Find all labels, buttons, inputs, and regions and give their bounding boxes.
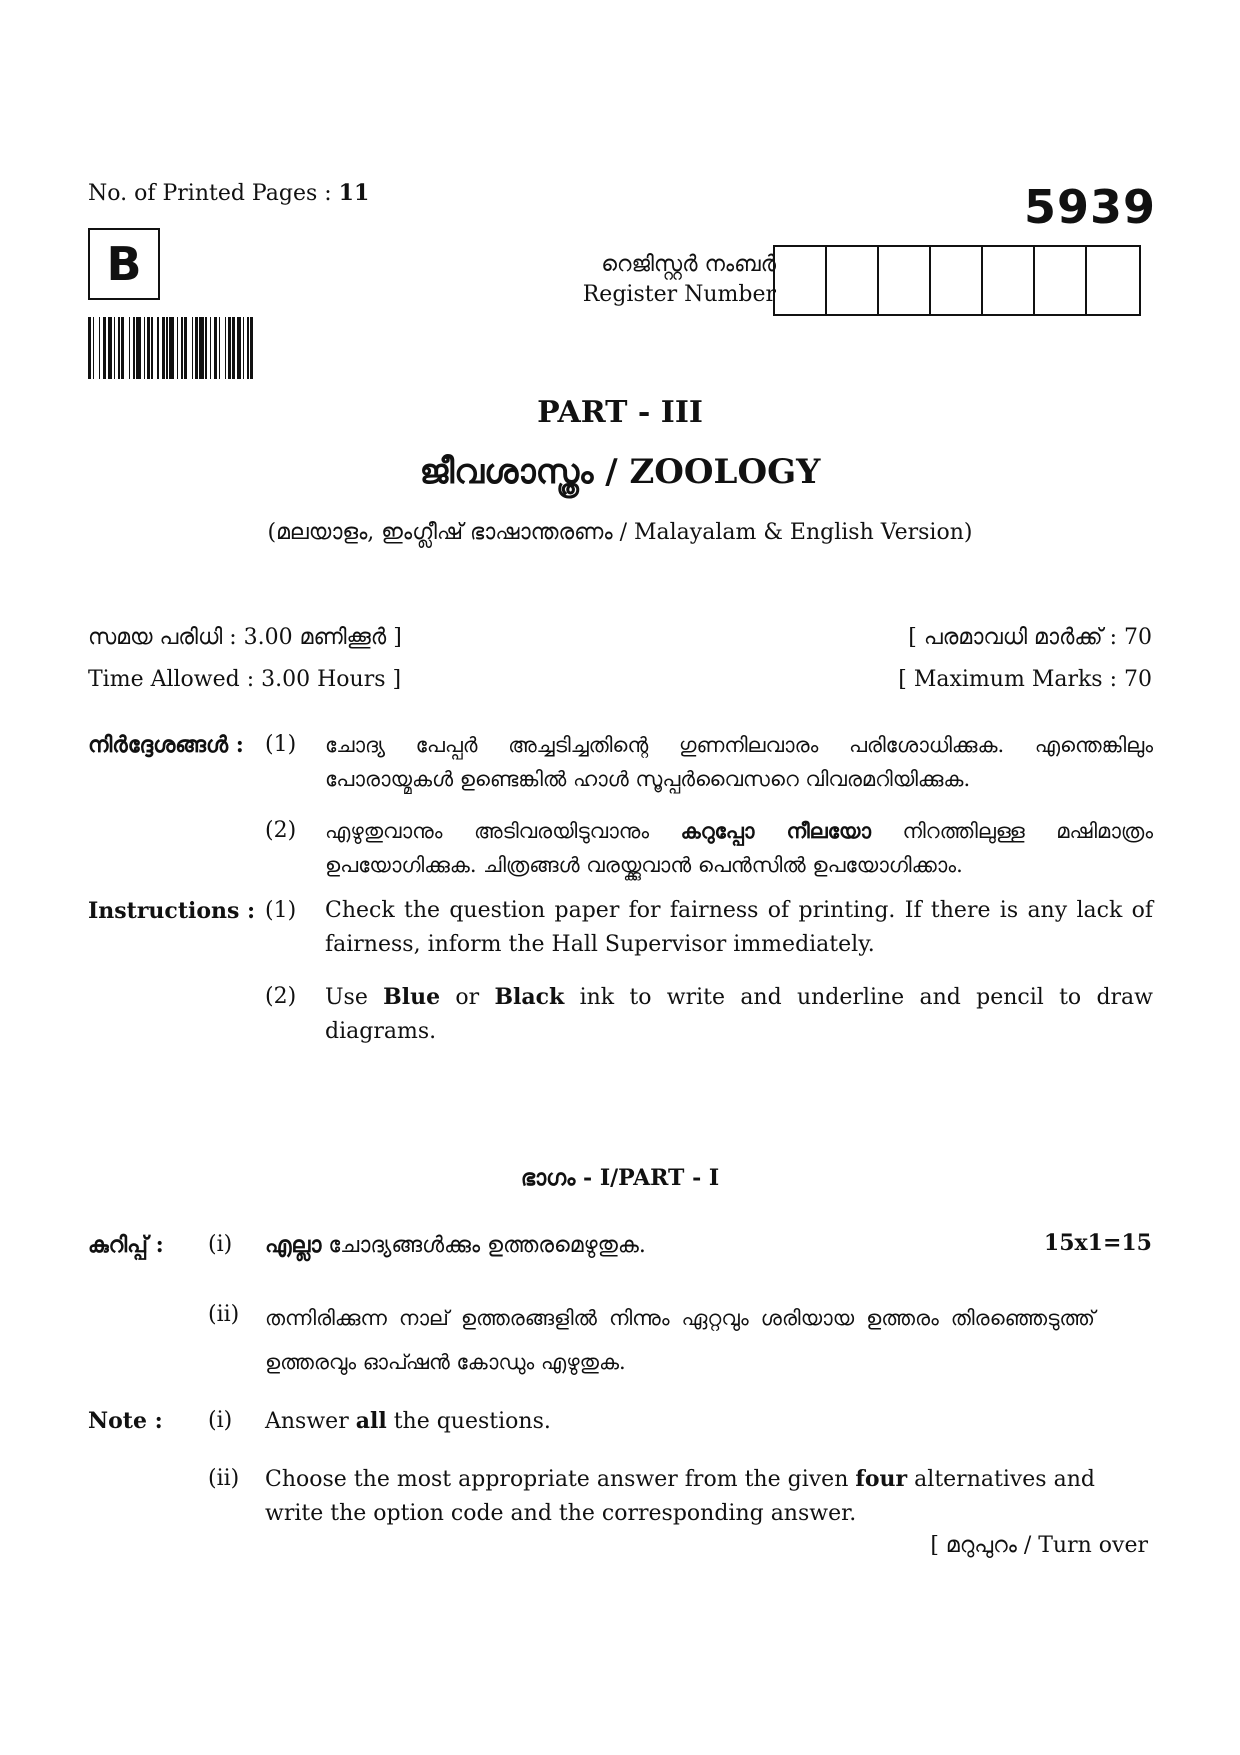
register-digit-box[interactable] (1087, 247, 1139, 314)
instruction-text: നിറത്തിലുള്ള മഷിമാത്രം ഉപയോഗിക്കുക. ചിത്രങ്ങൾ വരയ്ക്കുവാൻ പെൻസിൽ ഉപയോഗിക്കാം. (325, 819, 1153, 877)
barcode-icon (88, 317, 290, 379)
note-en-2 (265, 1462, 1095, 1531)
instruction-text: Use (325, 985, 384, 1010)
turn-over: [ മറുപുറം / Turn over (930, 1533, 1148, 1558)
note-en-1 (265, 1404, 1095, 1439)
part1-heading: ഭാഗം - I/PART - I (520, 1165, 720, 1191)
note-number: (i) (208, 1408, 233, 1433)
max-marks-ml: [ പരമാവധി മാർക്ക് : 70 (908, 625, 1152, 650)
version-line: (മലയാളം, ഇംഗ്ലീഷ് ഭാഷാന്തരണം / Malayalam & English Version) (267, 520, 973, 545)
note-text: alternatives and write the option code and the corresponding answer. (265, 1467, 1095, 1526)
printed-pages-label: No. of Printed Pages : (88, 181, 332, 206)
note-ml-1 (265, 1228, 965, 1263)
register-digit-box[interactable] (931, 247, 983, 314)
time-allowed-en: Time Allowed : 3.00 Hours ] (88, 667, 402, 692)
instruction-emphasis: Blue (383, 984, 441, 1010)
register-label-en: Register Number (582, 282, 776, 307)
register-number-boxes[interactable] (773, 245, 1141, 316)
paper-code: 5939 (1023, 180, 1156, 234)
max-marks-en: [ Maximum Marks : 70 (898, 667, 1152, 692)
instruction-number: (2) (265, 818, 297, 843)
instructions-en-label: Instructions : (88, 898, 256, 924)
register-digit-box[interactable] (827, 247, 879, 314)
printed-pages-value: 11 (338, 180, 370, 206)
instruction-number: (1) (265, 898, 297, 923)
note-emphasis: എല്ലാ (265, 1232, 322, 1258)
register-label (583, 250, 776, 310)
note-emphasis: four (855, 1466, 908, 1492)
instructions-ml-label: നിർദ്ദേശങ്ങൾ : (88, 732, 244, 758)
note-text: the questions. (386, 1409, 551, 1434)
printed-pages-line (88, 180, 369, 206)
note-text: Answer (265, 1409, 356, 1434)
instruction-emphasis: കറുപ്പോ നീലയോ (680, 818, 871, 843)
note-number: (ii) (208, 1466, 240, 1491)
note-emphasis: all (355, 1408, 387, 1434)
marks-formula: 15x1=15 (1043, 1230, 1152, 1256)
instruction-ml-1: ചോദ്യ പേപ്പർ അച്ചടിച്ചതിന്റെ ഗുണനിലവാരം പരിശോധിക്കുക. എന്തെങ്കിലും പോരായ്മകൾ ഉണ്ടെങ്കിൽ ഹാൾ സൂപ്പർവൈസറെ വിവരമറിയിക്കുക. (325, 733, 1153, 791)
register-digit-box[interactable] (879, 247, 931, 314)
register-digit-box[interactable] (983, 247, 1035, 314)
register-digit-box[interactable] (1035, 247, 1087, 314)
register-label-ml: റെജിസ്റ്റർ നംബർ (601, 252, 776, 277)
instruction-text: ink to write and underline and pencil to draw diagrams. (325, 985, 1154, 1044)
version-box: B (88, 228, 160, 300)
instruction-ml-2 (325, 814, 1153, 882)
instruction-en-1: Check the question paper for fairness of printing. If there is any lack of fairness, inform the Hall Supervisor immediately. (325, 898, 1153, 957)
note-number: (ii) (208, 1302, 240, 1327)
note-number: (i) (208, 1232, 233, 1257)
instruction-emphasis: Black (494, 984, 565, 1010)
instruction-number: (1) (265, 732, 297, 757)
instruction-number: (2) (265, 984, 297, 1009)
register-digit-box[interactable] (775, 247, 827, 314)
instruction-en-2 (325, 980, 1153, 1049)
note-text: Choose the most appropriate answer from the given (265, 1467, 856, 1492)
part-title: PART - III (537, 395, 703, 430)
note-text: ചോദ്യങ്ങൾക്കും ഉത്തരമെഴുതുക. (321, 1233, 646, 1258)
time-allowed-ml: സമയ പരിധി : 3.00 മണിക്കൂർ ] (88, 625, 402, 650)
note-ml-2: തന്നിരിക്കുന്ന നാല് ഉത്തരങ്ങളിൽ നിന്നും ഏറ്റവും ശരിയായ ഉത്തരം തിരഞ്ഞെടുത്ത് ഉത്തരവും ഓപ്ഷൻ കോഡും എഴുതുക. (265, 1306, 1095, 1374)
time-marks-en (88, 667, 1152, 692)
note-en-label: Note : (88, 1408, 163, 1434)
instruction-text: or (440, 985, 495, 1010)
note-ml-label: കുറിപ്പ് : (88, 1232, 164, 1258)
subject-title: ജീവശാസ്ത്രം / ZOOLOGY (419, 452, 821, 492)
instruction-text: എഴുതുവാനും അടിവരയിടുവാനും (325, 819, 681, 843)
time-marks-ml (88, 625, 1152, 650)
